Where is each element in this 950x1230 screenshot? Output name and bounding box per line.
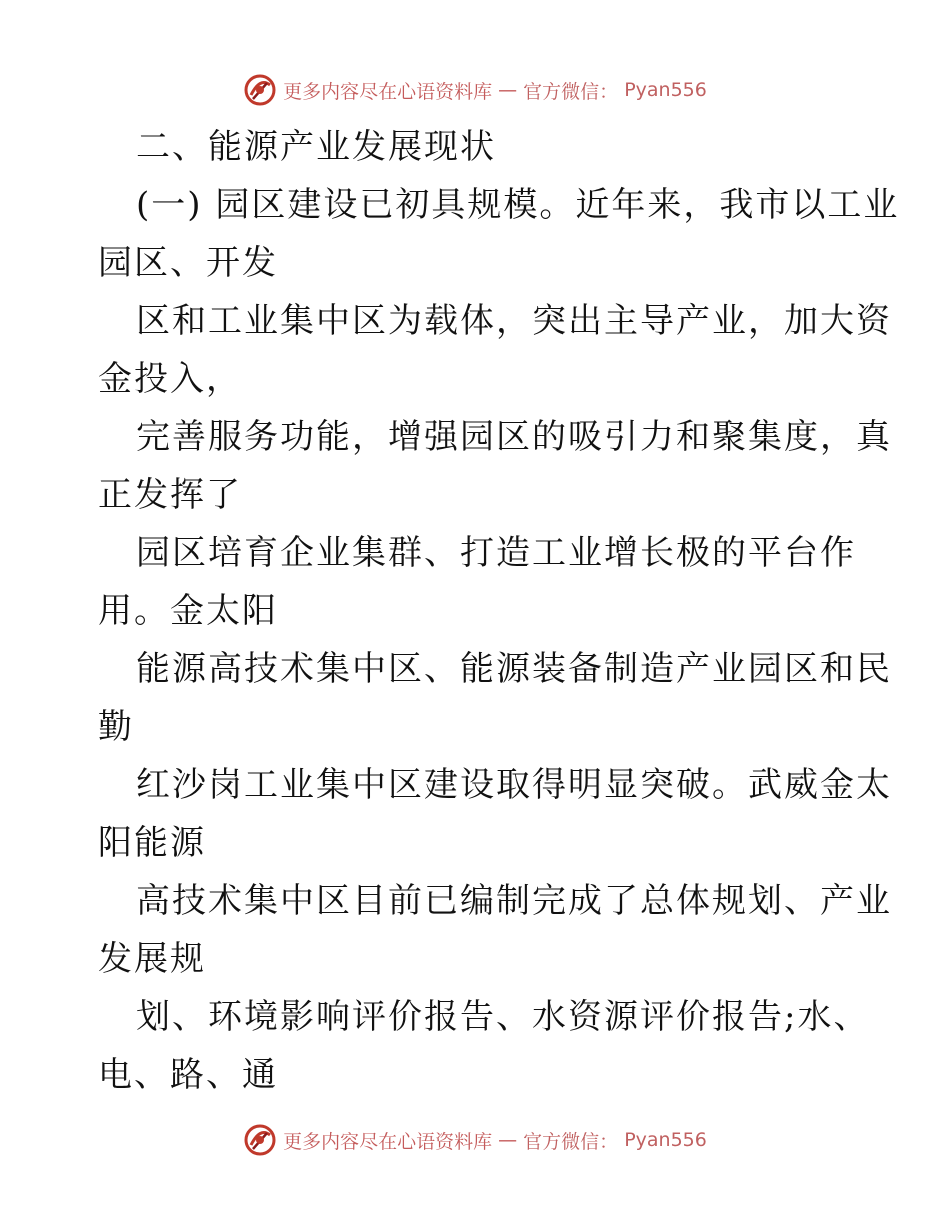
paragraph-line: 阳能源: [98, 823, 206, 863]
paragraph-line: 园区培育企业集群、打造工业增长极的平台作: [136, 533, 856, 573]
paragraph-line: 能源高技术集中区、能源装备制造产业园区和民: [136, 649, 892, 689]
paragraph-line: 区和工业集中区为载体，突出主导产业，加大资: [136, 301, 892, 341]
header-watermark: [0, 70, 950, 110]
paragraph-line: 金投入，: [98, 359, 242, 399]
watermark-wechat-label: 官方微信：: [523, 1130, 619, 1153]
paragraph-line: 勤: [98, 707, 134, 747]
document-body: [98, 118, 900, 1104]
section-heading: 二、能源产业发展现状: [136, 127, 496, 167]
footer-watermark: [0, 1120, 950, 1160]
watermark-wechat-id: Pyan556: [624, 1129, 707, 1151]
paragraph-line: 电、路、通: [98, 1055, 278, 1095]
paragraph-line: 划、环境影响评价报告、水资源评价报告;水、: [136, 997, 870, 1037]
paragraph-line: (一) 园区建设已初具规模。近年来，我市以工业: [136, 185, 900, 225]
watermark-wechat-label: 官方微信：: [523, 80, 619, 103]
red-swirl-logo-icon: [243, 73, 277, 107]
watermark-separator: —: [498, 79, 518, 101]
paragraph-line: 用。金太阳: [98, 591, 278, 631]
paragraph-line: 发展规: [98, 939, 206, 979]
watermark-wechat-id: Pyan556: [624, 79, 707, 101]
paragraph-line: 完善服务功能，增强园区的吸引力和聚集度，真: [136, 417, 892, 457]
paragraph-line: 红沙岗工业集中区建设取得明显突破。武威金太: [136, 765, 892, 805]
watermark-text: 更多内容尽在心语资料库: [283, 80, 493, 103]
watermark-separator: —: [498, 1129, 518, 1151]
red-swirl-logo-icon: [243, 1123, 277, 1157]
paragraph-line: 园区、开发: [98, 243, 278, 283]
watermark-text: 更多内容尽在心语资料库: [283, 1130, 493, 1153]
paragraph-line: 正发挥了: [98, 475, 242, 515]
paragraph-line: 高技术集中区目前已编制完成了总体规划、产业: [136, 881, 892, 921]
